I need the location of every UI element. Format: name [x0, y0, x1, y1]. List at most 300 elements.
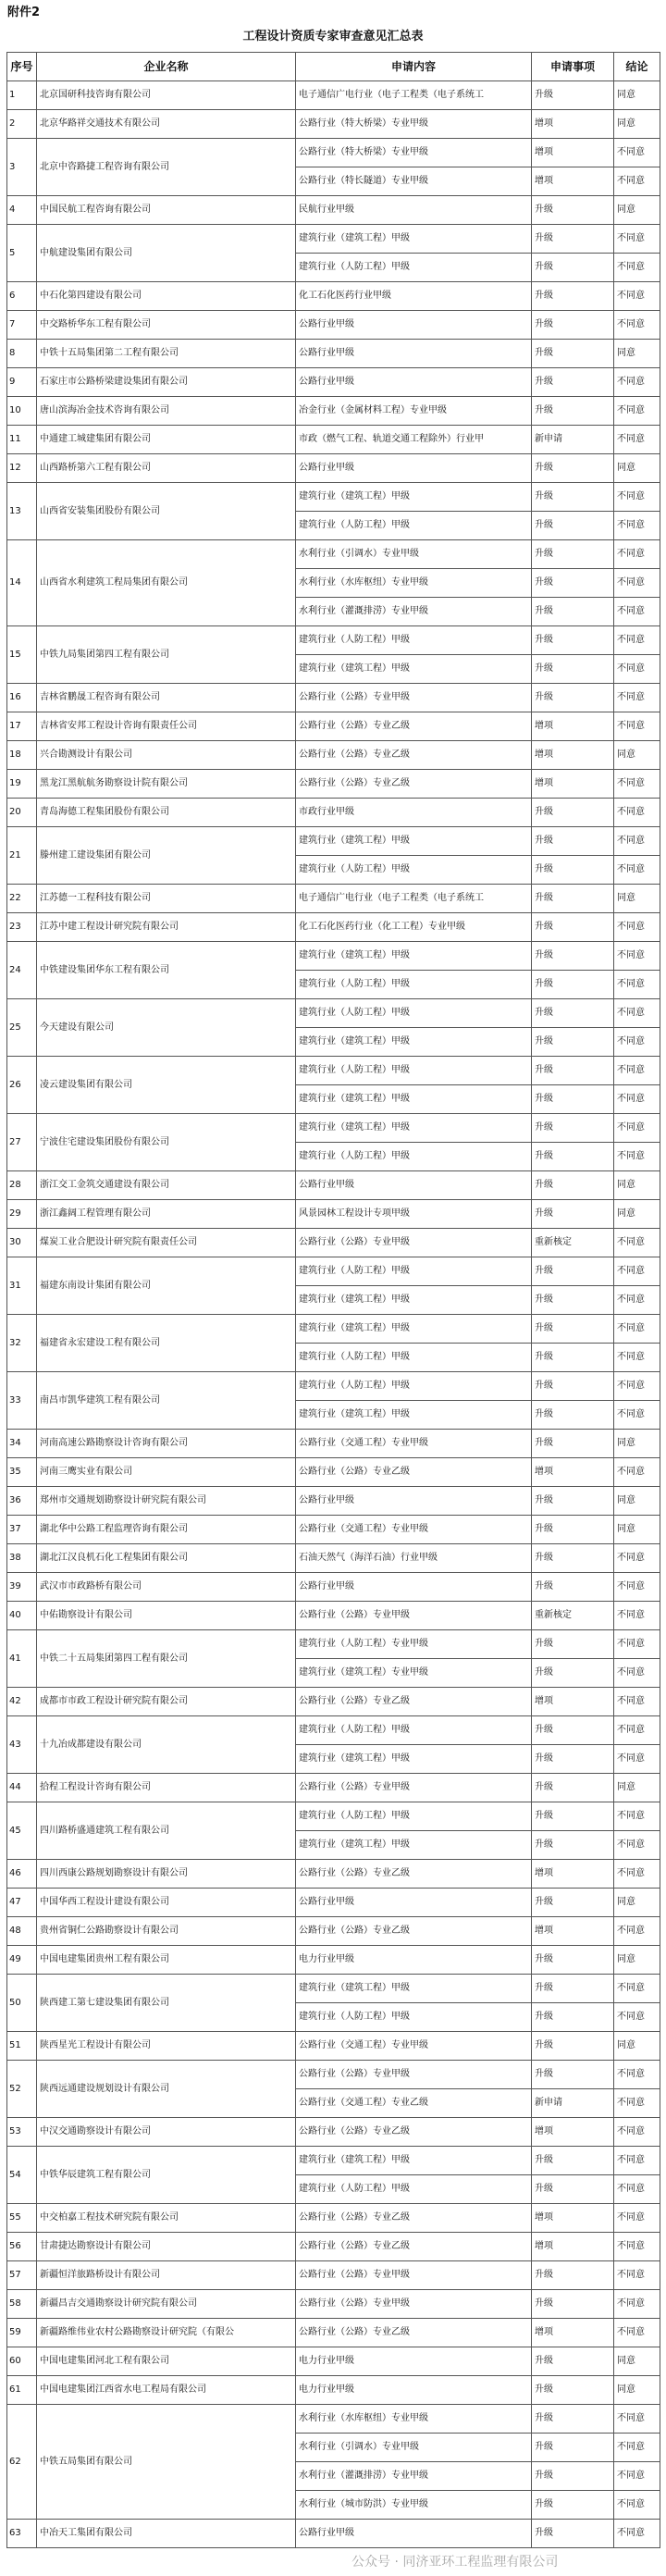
conclusion-cell: 不同意: [614, 1143, 660, 1171]
company-cell: 吉林省鹏晟工程咨询有限公司: [37, 684, 296, 712]
application-cell: 建筑行业（人防工程）甲级: [296, 1716, 532, 1745]
matter-cell: 升级: [532, 2003, 614, 2032]
company-cell: 吉林省安邦工程设计咨询有限责任公司: [37, 712, 296, 741]
application-cell: 公路行业（公路）专业甲级: [296, 1774, 532, 1802]
matter-cell: 升级: [532, 971, 614, 999]
matter-cell: 增项: [532, 2319, 614, 2347]
table-row: [7, 368, 660, 397]
matter-cell: 升级: [532, 340, 614, 368]
application-cell: 公路行业（交通工程）专业甲级: [296, 1516, 532, 1544]
application-cell: 公路行业甲级: [296, 368, 532, 397]
application-cell: 水利行业（城市防洪）专业甲级: [296, 2491, 532, 2520]
company-cell: 陕西星光工程设计有限公司: [37, 2032, 296, 2061]
conclusion-cell: 不同意: [614, 397, 660, 426]
matter-cell: 升级: [532, 1975, 614, 2003]
table-row: [7, 110, 660, 139]
conclusion-cell: 不同意: [614, 1114, 660, 1143]
conclusion-cell: 不同意: [614, 426, 660, 454]
matter-cell: 升级: [532, 1630, 614, 1659]
conclusion-cell: 不同意: [614, 626, 660, 655]
application-cell: 建筑行业（建筑工程）甲级: [296, 1831, 532, 1860]
serial-cell: 1: [7, 81, 37, 110]
company-cell: 江苏中建工程设计研究院有限公司: [37, 913, 296, 942]
application-cell: 建筑行业（建筑工程）甲级: [296, 1315, 532, 1344]
application-cell: 建筑行业（人防工程）甲级: [296, 999, 532, 1028]
matter-cell: 升级: [532, 1946, 614, 1975]
company-cell: 中交路桥华东工程有限公司: [37, 311, 296, 340]
conclusion-cell: 不同意: [614, 2319, 660, 2347]
company-cell: 山西路桥第六工程有限公司: [37, 454, 296, 483]
conclusion-cell: 不同意: [614, 856, 660, 885]
matter-cell: 升级: [532, 254, 614, 282]
application-cell: 水利行业（灌溉排涝）专业甲级: [296, 2462, 532, 2491]
conclusion-cell: 不同意: [614, 1544, 660, 1573]
company-cell: 浙江鑫阔工程管理有限公司: [37, 1200, 296, 1229]
conclusion-cell: 不同意: [614, 2290, 660, 2319]
table-row: [7, 1602, 660, 1630]
matter-cell: 升级: [532, 1114, 614, 1143]
conclusion-cell: 不同意: [614, 1688, 660, 1716]
application-cell: 建筑行业（人防工程）甲级: [296, 1802, 532, 1831]
serial-cell: 6: [7, 282, 37, 311]
serial-cell: 40: [7, 1602, 37, 1630]
conclusion-cell: 不同意: [614, 770, 660, 799]
application-cell: 电力行业甲级: [296, 2376, 532, 2405]
application-cell: 公路行业（公路）专业乙级: [296, 2319, 532, 2347]
conclusion-cell: 不同意: [614, 1458, 660, 1487]
serial-cell: 9: [7, 368, 37, 397]
conclusion-cell: 不同意: [614, 598, 660, 626]
application-cell: 公路行业（交通工程）专业乙级: [296, 2089, 532, 2118]
matter-cell: 升级: [532, 2347, 614, 2376]
company-cell: 浙江交工金筑交通建设有限公司: [37, 1171, 296, 1200]
company-cell: 拾程工程设计咨询有限公司: [37, 1774, 296, 1802]
serial-cell: 28: [7, 1171, 37, 1200]
conclusion-cell: 不同意: [614, 2462, 660, 2491]
serial-cell: 58: [7, 2290, 37, 2319]
application-cell: 公路行业甲级: [296, 1573, 532, 1602]
company-cell: 湖北华中公路工程监理咨询有限公司: [37, 1516, 296, 1544]
application-cell: 建筑行业（人防工程）甲级: [296, 2003, 532, 2032]
conclusion-cell: 不同意: [614, 512, 660, 540]
table-row: [7, 1630, 660, 1659]
serial-cell: 62: [7, 2405, 37, 2520]
serial-cell: 17: [7, 712, 37, 741]
conclusion-cell: 不同意: [614, 1860, 660, 1889]
company-cell: 北京国研科技咨询有限公司: [37, 81, 296, 110]
conclusion-cell: 不同意: [614, 2147, 660, 2175]
table-row: [7, 913, 660, 942]
application-cell: 公路行业（公路）专业甲级: [296, 1602, 532, 1630]
table-row: [7, 1257, 660, 1286]
conclusion-cell: 不同意: [614, 1831, 660, 1860]
table-row: [7, 282, 660, 311]
matter-cell: 升级: [532, 1085, 614, 1114]
matter-cell: 升级: [532, 540, 614, 569]
conclusion-cell: 不同意: [614, 540, 660, 569]
serial-cell: 42: [7, 1688, 37, 1716]
table-row: [7, 454, 660, 483]
application-cell: 建筑行业（人防工程）甲级: [296, 1143, 532, 1171]
conclusion-cell: 同意: [614, 2032, 660, 2061]
company-cell: 中交柏嘉工程技术研究院有限公司: [37, 2204, 296, 2233]
application-cell: 风景园林工程设计专项甲级: [296, 1200, 532, 1229]
matter-cell: 升级: [532, 512, 614, 540]
serial-cell: 63: [7, 2520, 37, 2548]
application-cell: 水利行业（引调水）专业甲级: [296, 540, 532, 569]
conclusion-cell: 不同意: [614, 1028, 660, 1057]
serial-cell: 15: [7, 626, 37, 684]
table-row: [7, 1171, 660, 1200]
conclusion-cell: 不同意: [614, 1286, 660, 1315]
table-row: [7, 1889, 660, 1917]
company-cell: 中国电建集团河北工程有限公司: [37, 2347, 296, 2376]
matter-cell: 增项: [532, 1860, 614, 1889]
table-row: [7, 942, 660, 971]
table-row: [7, 1372, 660, 1401]
matter-cell: 增项: [532, 110, 614, 139]
serial-cell: 36: [7, 1487, 37, 1516]
company-cell: 中国电建集团贵州工程有限公司: [37, 1946, 296, 1975]
conclusion-cell: 不同意: [614, 684, 660, 712]
conclusion-cell: 同意: [614, 340, 660, 368]
table-row: [7, 1860, 660, 1889]
conclusion-cell: 同意: [614, 454, 660, 483]
company-cell: 福建省永宏建设工程有限公司: [37, 1315, 296, 1372]
application-cell: 建筑行业（建筑工程）甲级: [296, 655, 532, 684]
conclusion-cell: 不同意: [614, 2233, 660, 2261]
company-cell: 河南三鹰实业有限公司: [37, 1458, 296, 1487]
table-row: [7, 426, 660, 454]
company-cell: 武汉市市政路桥有限公司: [37, 1573, 296, 1602]
conclusion-cell: 不同意: [614, 1745, 660, 1774]
table-row: [7, 799, 660, 827]
matter-cell: 升级: [532, 1659, 614, 1688]
conclusion-cell: 同意: [614, 196, 660, 225]
application-cell: 公路行业（公路）专业乙级: [296, 2118, 532, 2147]
conclusion-cell: 不同意: [614, 1229, 660, 1257]
company-cell: 成都市市政工程设计研究院有限公司: [37, 1688, 296, 1716]
application-cell: 建筑行业（建筑工程）专业甲级: [296, 1659, 532, 1688]
matter-cell: 重新核定: [532, 1602, 614, 1630]
serial-cell: 34: [7, 1430, 37, 1458]
matter-cell: 升级: [532, 1143, 614, 1171]
table-row: [7, 1573, 660, 1602]
header-application: 申请内容: [296, 53, 532, 81]
matter-cell: 升级: [532, 225, 614, 254]
serial-cell: 46: [7, 1860, 37, 1889]
conclusion-cell: 不同意: [614, 167, 660, 196]
table-row: [7, 712, 660, 741]
application-cell: 公路行业（特大桥梁）专业甲级: [296, 110, 532, 139]
matter-cell: 新申请: [532, 2089, 614, 2118]
serial-cell: 38: [7, 1544, 37, 1573]
serial-cell: 31: [7, 1257, 37, 1315]
company-cell: 凌云建设集团有限公司: [37, 1057, 296, 1114]
conclusion-cell: 同意: [614, 741, 660, 770]
matter-cell: 升级: [532, 913, 614, 942]
table-row: [7, 81, 660, 110]
application-cell: 公路行业（公路）专业乙级: [296, 770, 532, 799]
conclusion-cell: 不同意: [614, 311, 660, 340]
conclusion-cell: 同意: [614, 2376, 660, 2405]
application-cell: 冶金行业（金属材料工程）专业甲级: [296, 397, 532, 426]
company-cell: 郑州市交通规划勘察设计研究院有限公司: [37, 1487, 296, 1516]
company-cell: 黑龙江黑航航务勘察设计院有限公司: [37, 770, 296, 799]
matter-cell: 升级: [532, 2376, 614, 2405]
conclusion-cell: 不同意: [614, 1401, 660, 1430]
conclusion-cell: 不同意: [614, 2261, 660, 2290]
table-row: [7, 741, 660, 770]
table-row: [7, 1774, 660, 1802]
application-cell: 公路行业（公路）专业甲级: [296, 1229, 532, 1257]
application-cell: 公路行业（交通工程）专业甲级: [296, 2032, 532, 2061]
conclusion-cell: 不同意: [614, 2118, 660, 2147]
matter-cell: 升级: [532, 282, 614, 311]
application-cell: 建筑行业（人防工程）甲级: [296, 1257, 532, 1286]
matter-cell: 升级: [532, 2175, 614, 2204]
serial-cell: 7: [7, 311, 37, 340]
serial-cell: 18: [7, 741, 37, 770]
serial-cell: 27: [7, 1114, 37, 1171]
matter-cell: 升级: [532, 1573, 614, 1602]
application-cell: 建筑行业（人防工程）甲级: [296, 1057, 532, 1085]
table-row: [7, 2347, 660, 2376]
matter-cell: 升级: [532, 2147, 614, 2175]
conclusion-cell: 不同意: [614, 999, 660, 1028]
application-cell: 公路行业（交通工程）专业甲级: [296, 1430, 532, 1458]
company-cell: 中国民航工程咨询有限公司: [37, 196, 296, 225]
serial-cell: 23: [7, 913, 37, 942]
serial-cell: 45: [7, 1802, 37, 1860]
company-cell: 甘肃捷达勘察设计有限公司: [37, 2233, 296, 2261]
matter-cell: 增项: [532, 139, 614, 167]
application-cell: 建筑行业（建筑工程）甲级: [296, 483, 532, 512]
application-cell: 水利行业（水库枢纽）专业甲级: [296, 569, 532, 598]
application-cell: 化工石化医药行业甲级: [296, 282, 532, 311]
serial-cell: 57: [7, 2261, 37, 2290]
table-row: [7, 827, 660, 856]
company-cell: 中铁华辰建筑工程有限公司: [37, 2147, 296, 2204]
conclusion-cell: 不同意: [614, 1630, 660, 1659]
company-cell: 十九冶成都建设有限公司: [37, 1716, 296, 1774]
matter-cell: 升级: [532, 2061, 614, 2089]
serial-cell: 12: [7, 454, 37, 483]
matter-cell: 增项: [532, 2204, 614, 2233]
application-cell: 公路行业（公路）专业乙级: [296, 1688, 532, 1716]
matter-cell: 升级: [532, 2491, 614, 2520]
conclusion-cell: 同意: [614, 1516, 660, 1544]
table-row: [7, 999, 660, 1028]
serial-cell: 33: [7, 1372, 37, 1430]
company-cell: 中铁建设集团华东工程有限公司: [37, 942, 296, 999]
application-cell: 公路行业（公路）专业甲级: [296, 2290, 532, 2319]
table-row: [7, 770, 660, 799]
company-cell: 中冶天工集团有限公司: [37, 2520, 296, 2548]
application-cell: 建筑行业（人防工程）甲级: [296, 1372, 532, 1401]
conclusion-cell: 不同意: [614, 2003, 660, 2032]
company-cell: 陕西建工第七建设集团有限公司: [37, 1975, 296, 2032]
company-cell: 贵州省铜仁公路勘察设计有限公司: [37, 1917, 296, 1946]
conclusion-cell: 同意: [614, 1774, 660, 1802]
matter-cell: 升级: [532, 397, 614, 426]
serial-cell: 47: [7, 1889, 37, 1917]
application-cell: 公路行业（公路）专业甲级: [296, 2061, 532, 2089]
company-cell: 河南高速公路勘察设计咨询有限公司: [37, 1430, 296, 1458]
company-cell: 中汉交通勘察设计有限公司: [37, 2118, 296, 2147]
serial-cell: 52: [7, 2061, 37, 2118]
serial-cell: 10: [7, 397, 37, 426]
company-cell: 中国华西工程设计建设有限公司: [37, 1889, 296, 1917]
table-row: [7, 483, 660, 512]
matter-cell: 升级: [532, 1889, 614, 1917]
application-cell: 公路行业（公路）专业乙级: [296, 1917, 532, 1946]
serial-cell: 25: [7, 999, 37, 1057]
company-cell: 中铁二十五局集团第四工程有限公司: [37, 1630, 296, 1688]
company-cell: 中航建设集团有限公司: [37, 225, 296, 282]
application-cell: 公路行业（公路）专业甲级: [296, 684, 532, 712]
matter-cell: 升级: [532, 1315, 614, 1344]
serial-cell: 24: [7, 942, 37, 999]
matter-cell: 升级: [532, 942, 614, 971]
matter-cell: 升级: [532, 1802, 614, 1831]
conclusion-cell: 不同意: [614, 254, 660, 282]
matter-cell: 升级: [532, 311, 614, 340]
company-cell: 唐山滨海冶金技术咨询有限公司: [37, 397, 296, 426]
conclusion-cell: 同意: [614, 110, 660, 139]
serial-cell: 30: [7, 1229, 37, 1257]
application-cell: 建筑行业（建筑工程）甲级: [296, 225, 532, 254]
application-cell: 民航行业甲级: [296, 196, 532, 225]
matter-cell: 升级: [532, 999, 614, 1028]
conclusion-cell: 不同意: [614, 1716, 660, 1745]
application-cell: 水利行业（灌溉排涝）专业甲级: [296, 598, 532, 626]
serial-cell: 55: [7, 2204, 37, 2233]
conclusion-cell: 不同意: [614, 139, 660, 167]
conclusion-cell: 同意: [614, 1200, 660, 1229]
application-cell: 公路行业甲级: [296, 1889, 532, 1917]
application-cell: 建筑行业（人防工程）甲级: [296, 512, 532, 540]
header-conclusion: 结论: [614, 53, 660, 81]
serial-cell: 60: [7, 2347, 37, 2376]
conclusion-cell: 不同意: [614, 1315, 660, 1344]
conclusion-cell: 不同意: [614, 2061, 660, 2089]
matter-cell: 升级: [532, 1487, 614, 1516]
table-header-row: [7, 53, 660, 81]
serial-cell: 19: [7, 770, 37, 799]
company-cell: 江苏德一工程科技有限公司: [37, 885, 296, 913]
serial-cell: 32: [7, 1315, 37, 1372]
matter-cell: 升级: [532, 598, 614, 626]
serial-cell: 21: [7, 827, 37, 885]
application-cell: 公路行业（公路）专业乙级: [296, 1458, 532, 1487]
matter-cell: 升级: [532, 626, 614, 655]
table-row: [7, 2261, 660, 2290]
matter-cell: 升级: [532, 827, 614, 856]
conclusion-cell: 不同意: [614, 1602, 660, 1630]
application-cell: 建筑行业（建筑工程）甲级: [296, 1401, 532, 1430]
matter-cell: 升级: [532, 2462, 614, 2491]
matter-cell: 升级: [532, 1028, 614, 1057]
table-row: [7, 2061, 660, 2089]
matter-cell: 升级: [532, 1716, 614, 1745]
application-cell: 建筑行业（人防工程）专业甲级: [296, 1630, 532, 1659]
conclusion-cell: 不同意: [614, 2491, 660, 2520]
table-row: [7, 2032, 660, 2061]
serial-cell: 53: [7, 2118, 37, 2147]
serial-cell: 56: [7, 2233, 37, 2261]
matter-cell: 升级: [532, 1200, 614, 1229]
company-cell: 新疆昌吉交通勘察设计研究院有限公司: [37, 2290, 296, 2319]
matter-cell: 升级: [532, 81, 614, 110]
matter-cell: 升级: [532, 1745, 614, 1774]
table-row: [7, 1200, 660, 1229]
table-row: [7, 1716, 660, 1745]
company-cell: 山西省安装集团股份有限公司: [37, 483, 296, 540]
conclusion-cell: 不同意: [614, 483, 660, 512]
application-cell: 公路行业甲级: [296, 1171, 532, 1200]
matter-cell: 增项: [532, 1688, 614, 1716]
serial-cell: 3: [7, 139, 37, 196]
application-cell: 建筑行业（建筑工程）甲级: [296, 1114, 532, 1143]
conclusion-cell: 同意: [614, 1889, 660, 1917]
conclusion-cell: 不同意: [614, 1573, 660, 1602]
serial-cell: 54: [7, 2147, 37, 2204]
application-cell: 公路行业甲级: [296, 2520, 532, 2548]
serial-cell: 61: [7, 2376, 37, 2405]
company-cell: 中国电建集团江西省水电工程局有限公司: [37, 2376, 296, 2405]
company-cell: 今天建设有限公司: [37, 999, 296, 1057]
table-row: [7, 1430, 660, 1458]
serial-cell: 48: [7, 1917, 37, 1946]
serial-cell: 37: [7, 1516, 37, 1544]
conclusion-cell: 同意: [614, 1171, 660, 1200]
company-cell: 北京中咨路捷工程咨询有限公司: [37, 139, 296, 196]
conclusion-cell: 同意: [614, 1430, 660, 1458]
table-row: [7, 2204, 660, 2233]
table-row: [7, 1487, 660, 1516]
application-cell: 建筑行业（建筑工程）甲级: [296, 1975, 532, 2003]
application-cell: 公路行业甲级: [296, 340, 532, 368]
header-matter: 申请事项: [532, 53, 614, 81]
serial-cell: 5: [7, 225, 37, 282]
company-cell: 中铁十五局集团第二工程有限公司: [37, 340, 296, 368]
serial-cell: 22: [7, 885, 37, 913]
serial-cell: 16: [7, 684, 37, 712]
watermark-text: 公众号 · 同济亚环工程监理有限公司: [352, 2555, 559, 2570]
matter-cell: 增项: [532, 1458, 614, 1487]
matter-cell: 增项: [532, 2118, 614, 2147]
application-cell: 水利行业（水库枢纽）专业甲级: [296, 2405, 532, 2434]
conclusion-cell: 不同意: [614, 1975, 660, 2003]
matter-cell: 升级: [532, 1430, 614, 1458]
serial-cell: 20: [7, 799, 37, 827]
table-row: [7, 2118, 660, 2147]
conclusion-cell: 不同意: [614, 1372, 660, 1401]
application-cell: 建筑行业（建筑工程）甲级: [296, 1085, 532, 1114]
application-cell: 电力行业甲级: [296, 2347, 532, 2376]
company-cell: 石家庄市公路桥梁建设集团有限公司: [37, 368, 296, 397]
serial-cell: 39: [7, 1573, 37, 1602]
application-cell: 公路行业甲级: [296, 311, 532, 340]
conclusion-cell: 不同意: [614, 1659, 660, 1688]
conclusion-cell: 不同意: [614, 1344, 660, 1372]
application-cell: 石油天然气（海洋石油）行业甲级: [296, 1544, 532, 1573]
conclusion-cell: 不同意: [614, 1917, 660, 1946]
matter-cell: 升级: [532, 454, 614, 483]
conclusion-cell: 不同意: [614, 942, 660, 971]
company-cell: 四川西康公路规划勘察设计有限公司: [37, 1860, 296, 1889]
